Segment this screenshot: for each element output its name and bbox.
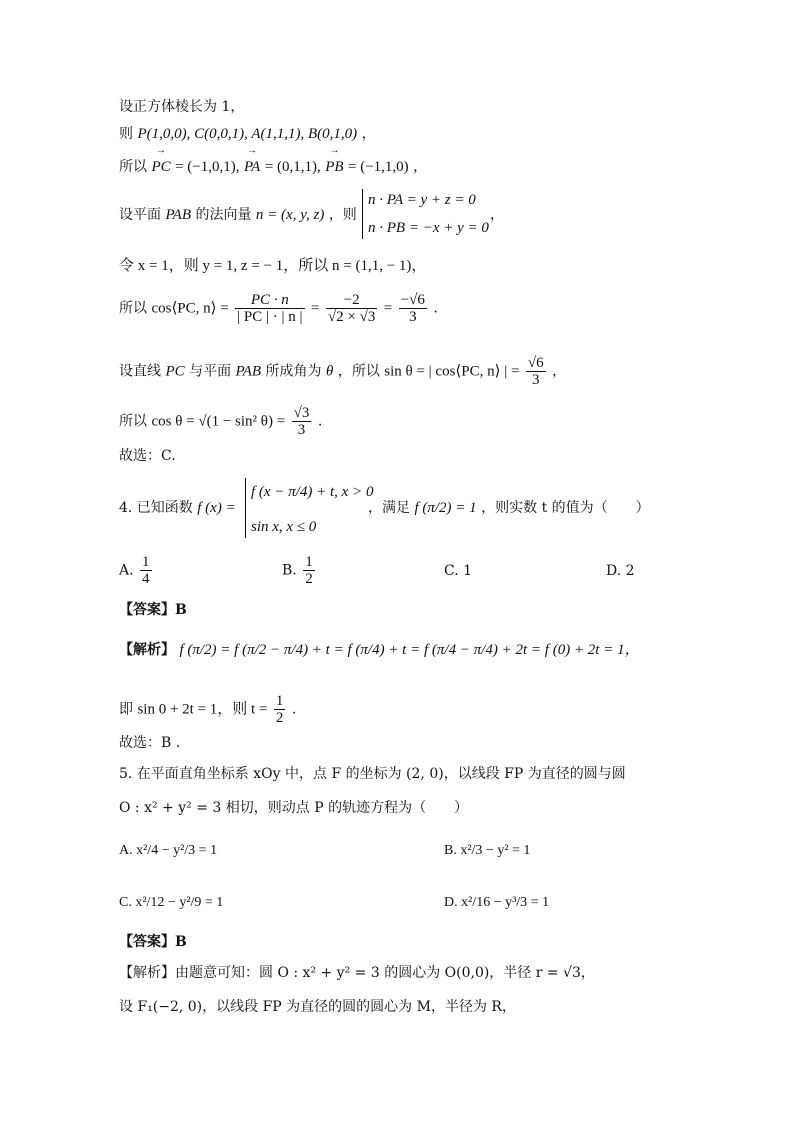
text-line: 所以 cos⟨PC, n⟩ = $\frac{PC \cdot n}{| PC | \cdot | n |}$ = $\frac{-2}{√2 \times √3}$ = $\frac{-√6}{3}$ . xyxy=(119,292,438,325)
text-line: 设平面 PAB 的法向量 n = (x, y, z) ，则 xyxy=(119,207,357,223)
option-a: A. $\frac{1}{4}$ xyxy=(119,554,150,587)
option-d: D. 2 xyxy=(606,563,635,579)
analysis-line: 【解析】 f (π/2) = f (π/2 − π/4) + t = f (π/4) + t = f (π/4 − π/4) + 2t = f (0) + 2t = 1， xyxy=(119,642,640,658)
punctuation: ， xyxy=(490,207,504,223)
text-line: 所以 cos θ = √(1 − sin² θ) = $\frac{√3}{3}$ . xyxy=(119,405,323,438)
piecewise-case: f (x − π/4) + t, x > 0 xyxy=(251,484,374,500)
question-4: 4. 已知函数 f (x) = xyxy=(119,500,236,516)
text-line: 设直线 PC 与平面 PAB 所成角为 θ ，所以 sin θ = | cos⟨PC, n⟩ | = $\frac{√6}{3}$ ， xyxy=(119,355,567,388)
text-line: 令 x = 1，则 y = 1, z = − 1，所以 n = (1,1, − 1)， xyxy=(119,258,427,274)
text-line: 故选：B . xyxy=(119,735,181,751)
text-line: 故选：C. xyxy=(119,448,176,464)
text-line: 即 sin 0 + 2t = 1，则 t = $\frac{1}{2}$ . xyxy=(119,693,297,726)
option-b: B. $\frac{1}{2}$ xyxy=(282,554,313,587)
analysis-line: 【解析】由题意可知：圆 O : x² + y² = 3 的圆心为 O(0,0)，半径 r = √3， xyxy=(119,965,595,981)
piecewise-case: sin x, x ≤ 0 xyxy=(251,519,317,535)
text-line: 所以 → PC = (−1,0,1), → PA = (0,1,1), → PB = (−1,1,0) ， xyxy=(119,157,427,177)
option-c: C. 1 xyxy=(444,563,473,579)
option-a: A. x²/4 − y²/3 = 1 xyxy=(119,843,218,858)
option-c: C. x²/12 − y²/9 = 1 xyxy=(119,895,224,910)
option-d: D. x²/16 − y³/3 = 1 xyxy=(444,895,550,910)
equation: n · PA = y + z = 0 xyxy=(368,192,476,208)
text-line: 则 P(1,0,0), C(0,0,1), A(1,1,1), B(0,1,0) ， xyxy=(119,126,376,142)
equation: n · PB = −x + y = 0 xyxy=(368,220,489,236)
system-brace xyxy=(362,189,363,239)
answer-label: 【答案】B xyxy=(119,602,187,618)
text-line: 设 F₁(−2, 0)，以线段 FP 为直径的圆的圆心为 M，半径为 R， xyxy=(119,999,516,1015)
question-5: 5. 在平面直角坐标系 xOy 中，点 F 的坐标为 (2, 0)，以线段 FP 为直径的圆与圆 xyxy=(119,766,626,782)
text-line: 设正方体棱长为 1， xyxy=(119,99,245,115)
text-line: ，满足 f (π/2) = 1 ，则实数 t 的值为（ ） xyxy=(368,500,650,516)
piecewise-brace xyxy=(245,478,246,538)
answer-label: 【答案】B xyxy=(119,934,187,950)
question-5: O : x² + y² = 3 相切，则动点 P 的轨迹方程为（ ） xyxy=(119,800,469,816)
option-b: B. x²/3 − y² = 1 xyxy=(444,843,531,858)
